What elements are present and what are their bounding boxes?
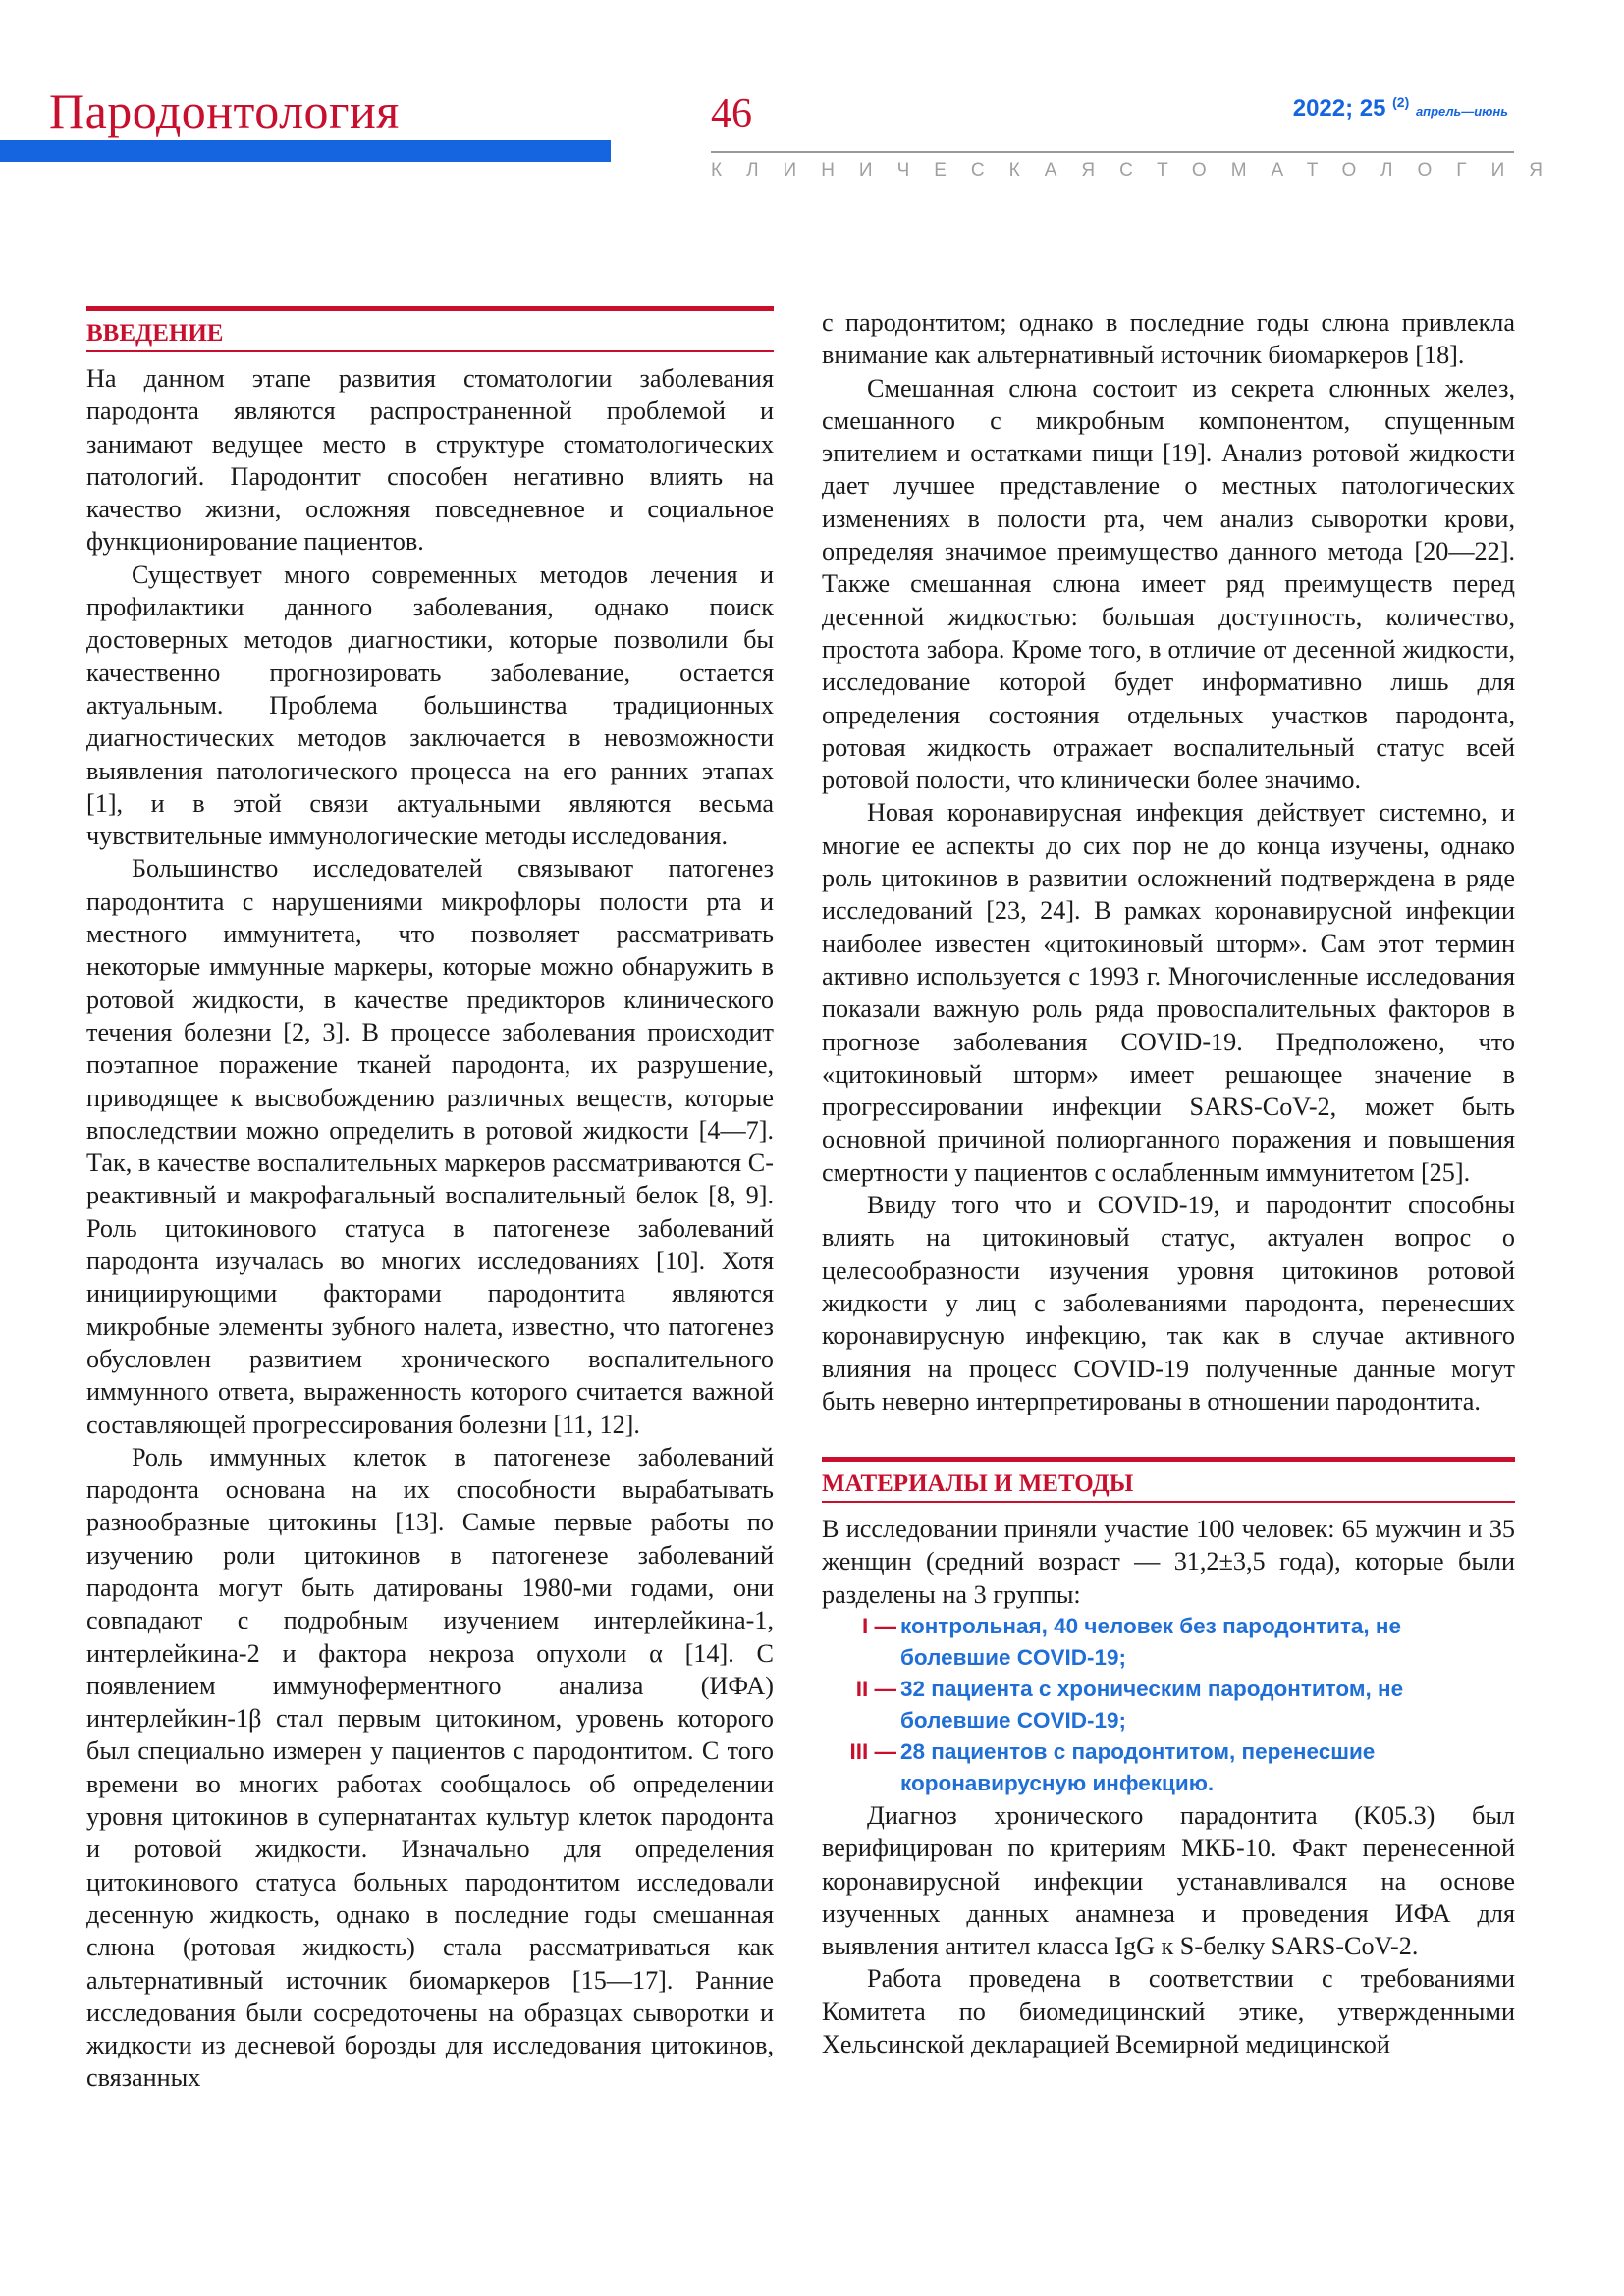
paragraph: В исследовании приняли участие 100 человек: 65 мужчин и 35 женщин (средний возраст — 31,2±3,5 года), которые были разделены на 3 группы: xyxy=(822,1515,1515,1609)
group-text: контрольная, 40 человек без пародонтита, не болевшие COVID-19; xyxy=(900,1613,1402,1670)
intro-heading-label: ВВЕДЕНИЕ xyxy=(86,320,224,347)
heading-rule-bottom xyxy=(86,350,774,352)
methods-heading-label: МАТЕРИАЛЫ И МЕТОДЫ xyxy=(822,1470,1134,1498)
group-marker: II — xyxy=(855,1676,896,1701)
group-text: 28 пациентов с пародонтитом, перенесшие коронавирусную инфекцию. xyxy=(900,1738,1376,1795)
paragraph: Новая коронавирусная инфекция действует системно, и многие ее аспекты до сих пор не до конца изучены, однако роль цитокинов в развитии осложнений подтверждена в ряде исследований [23, 24]. В рамках коронавирусной инфекции наиболее известен «цитокиновый шторм». Сам этот термин активно используется с 1993 г. Многочисленные исследования показали важную роль ряда провоспалительных факторов в прогнозе заболевания COVID-19. Предположено, что «цитокиновый шторм» имеет решающее значение в прогрессировании инфекции SARS-CoV-2, может быть основной причиной полиорганного поражения и повышения смертности у пациентов с ослабленным иммунитетом [25]. xyxy=(822,798,1515,1187)
section-title: Пародонтология xyxy=(49,83,400,138)
intro-section-heading xyxy=(86,306,774,352)
list-item xyxy=(822,1611,1515,1674)
list-item xyxy=(822,1736,1515,1799)
left-column xyxy=(86,306,774,2095)
list-item xyxy=(822,1674,1515,1736)
heading-rule-bottom xyxy=(822,1501,1515,1503)
header-accent-bar xyxy=(0,140,611,162)
journal-word-1: КЛИНИЧЕСКАЯ xyxy=(711,160,1120,181)
groups-list xyxy=(822,1611,1515,1799)
group-marker: I — xyxy=(861,1613,896,1638)
header-rule xyxy=(711,151,1514,153)
paragraph: с пародонтитом; однако в последние годы слюна привлекла внимание как альтернативный источник биомаркеров [18]. xyxy=(822,308,1515,370)
page-number: 46 xyxy=(711,91,752,136)
paragraph: Диагноз хронического парадонтита (K05.3) был верифицирован по критериям МКБ-10. Факт перенесенной коронавирусной инфекции устанавливался на основе изученных данных анамнеза и проведения ИФА для выявления антител класса IgG к S-белку SARS-CoV-2. xyxy=(822,1800,1515,1961)
journal-name xyxy=(711,160,1567,182)
issue-months: апрель—июнь xyxy=(1415,104,1508,119)
paragraph: Ввиду того что и COVID-19, и пародонтит способны влиять на цитокиновый статус, актуален вопрос о целесообразности изучения уровня цитокинов ротовой жидкости у лиц с заболеваниями пародонта, перенесших коронавирусную инфекцию, так как в случае активного влияния на процесс COVID-19 полученные данные могут быть неверно интерпретированы в отношении пародонтита. xyxy=(822,1191,1515,1415)
heading-rule-top xyxy=(822,1457,1515,1462)
heading-rule-top xyxy=(86,306,774,311)
issue-number: (2) xyxy=(1392,94,1410,110)
group-marker: III — xyxy=(849,1738,896,1764)
paragraph: Большинство исследователей связывают патогенез пародонтита с нарушениями микрофлоры полости рта и местного иммунитета, что позволяет рассматривать некоторые иммунные маркеры, которые можно обнаружить в ротовой жидкости, в качестве предикторов клинического течения болезни [2, 3]. В процессе заболевания происходит поэтапное поражение тканей пародонта, их разрушение, приводящее к высвобождению различных веществ, которые впоследствии можно определить в ротовой жидкости [4—7]. Так, в качестве воспалительных маркеров рассматриваются С-реактивный и макрофагальный воспалительный белок [8, 9]. Роль цитокинового статуса в патогенезе заболеваний пародонта изучалась во многих исследованиях [10]. Хотя инициирующими факторами пародонтита являются микробные элементы зубного налета, известно, что патогенез обусловлен развитием хронического воспалительного иммунного ответа, выраженность которого считается важной составляющей прогрессирования болезни [11, 12]. xyxy=(86,854,774,1439)
issue-year-volume: 2022; 25 xyxy=(1292,95,1386,122)
right-column xyxy=(822,306,1515,2060)
methods-section-heading xyxy=(822,1457,1515,1503)
paragraph: Существует много современных методов лечения и профилактики данного заболевания, однако поиск достоверных методов диагностики, которые позволили бы качественно прогнозировать заболевание, остается актуальным. Проблема большинства традиционных диагностических методов заключается в невозможности выявления патологического процесса на его ранних этапах [1], и в этой связи актуальными являются весьма чувствительные иммунологические методы исследования. xyxy=(86,560,774,851)
journal-word-2: СТОМАТОЛОГИЯ xyxy=(1119,160,1567,181)
paragraph: На данном этапе развития стоматологии заболевания пародонта являются распространенной проблемой и занимают ведущее место в структуре стоматологических патологий. Пародонтит способен негативно влиять на качество жизни, осложняя повседневное и социальное функционирование пациентов. xyxy=(86,364,774,557)
issue-info xyxy=(1293,94,1508,123)
group-text: 32 пациента с хроническим пародонтитом, не болевшие COVID-19; xyxy=(900,1676,1404,1733)
paragraph: Роль иммунных клеток в патогенезе заболеваний пародонта основана на их способности вырабатывать разнообразные цитокины [13]. Самые первые работы по изучению роли цитокинов в патогенезе заболеваний пародонта могут быть датированы 1980-ми годами, они совпадают с подробным изучением интерлейкина-1, интерлейкина-2 и фактора некроза опухоли α [14]. С появлением иммуноферментного анализа (ИФА) интерлейкин-1β стал первым цитокином, уровень которого был специально измерен у пациентов с пародонтитом. С того времени во многих работах сообщалось об определении уровня цитокинов в супернатантах культур клеток пародонта и ротовой жидкости. Изначально для определения цитокинового статуса больных пародонтитом исследовали десенную жидкость, однако в последние годы смешанная слюна (ротовая жидкость) стала рассматриваться как альтернативный источник биомаркеров [15—17]. Ранние исследования были сосредоточены на образцах сыворотки и жидкости из десневой борозды для исследования цитокинов, связанных xyxy=(86,1442,774,2093)
paragraph: Смешанная слюна состоит из секрета слюнных желез, смешанного с микробным компонентом, спущенным эпителием и остатками пищи [19]. Анализ ротовой жидкости дает лучшее представление о местных патологических изменениях в полости рта, чем анализ сыворотки крови, определяя значимое преимущество данного метода [20—22]. Также смешанная слюна имеет ряд преимуществ перед десенной жидкостью: большая доступность, количество, простота забора. Кроме того, в отличие от десенной жидкости, исследование которой будет информативно лишь для определения состояния отдельных участков пародонта, ротовая жидкость отражает воспалительный статус всей ротовой полости, что клинически более значимо. xyxy=(822,373,1515,795)
paragraph: Работа проведена в соответствии с требованиями Комитета по биомедицинский этике, утвержденными Хельсинской декларацией Всемирной медицинской xyxy=(822,1964,1515,2059)
